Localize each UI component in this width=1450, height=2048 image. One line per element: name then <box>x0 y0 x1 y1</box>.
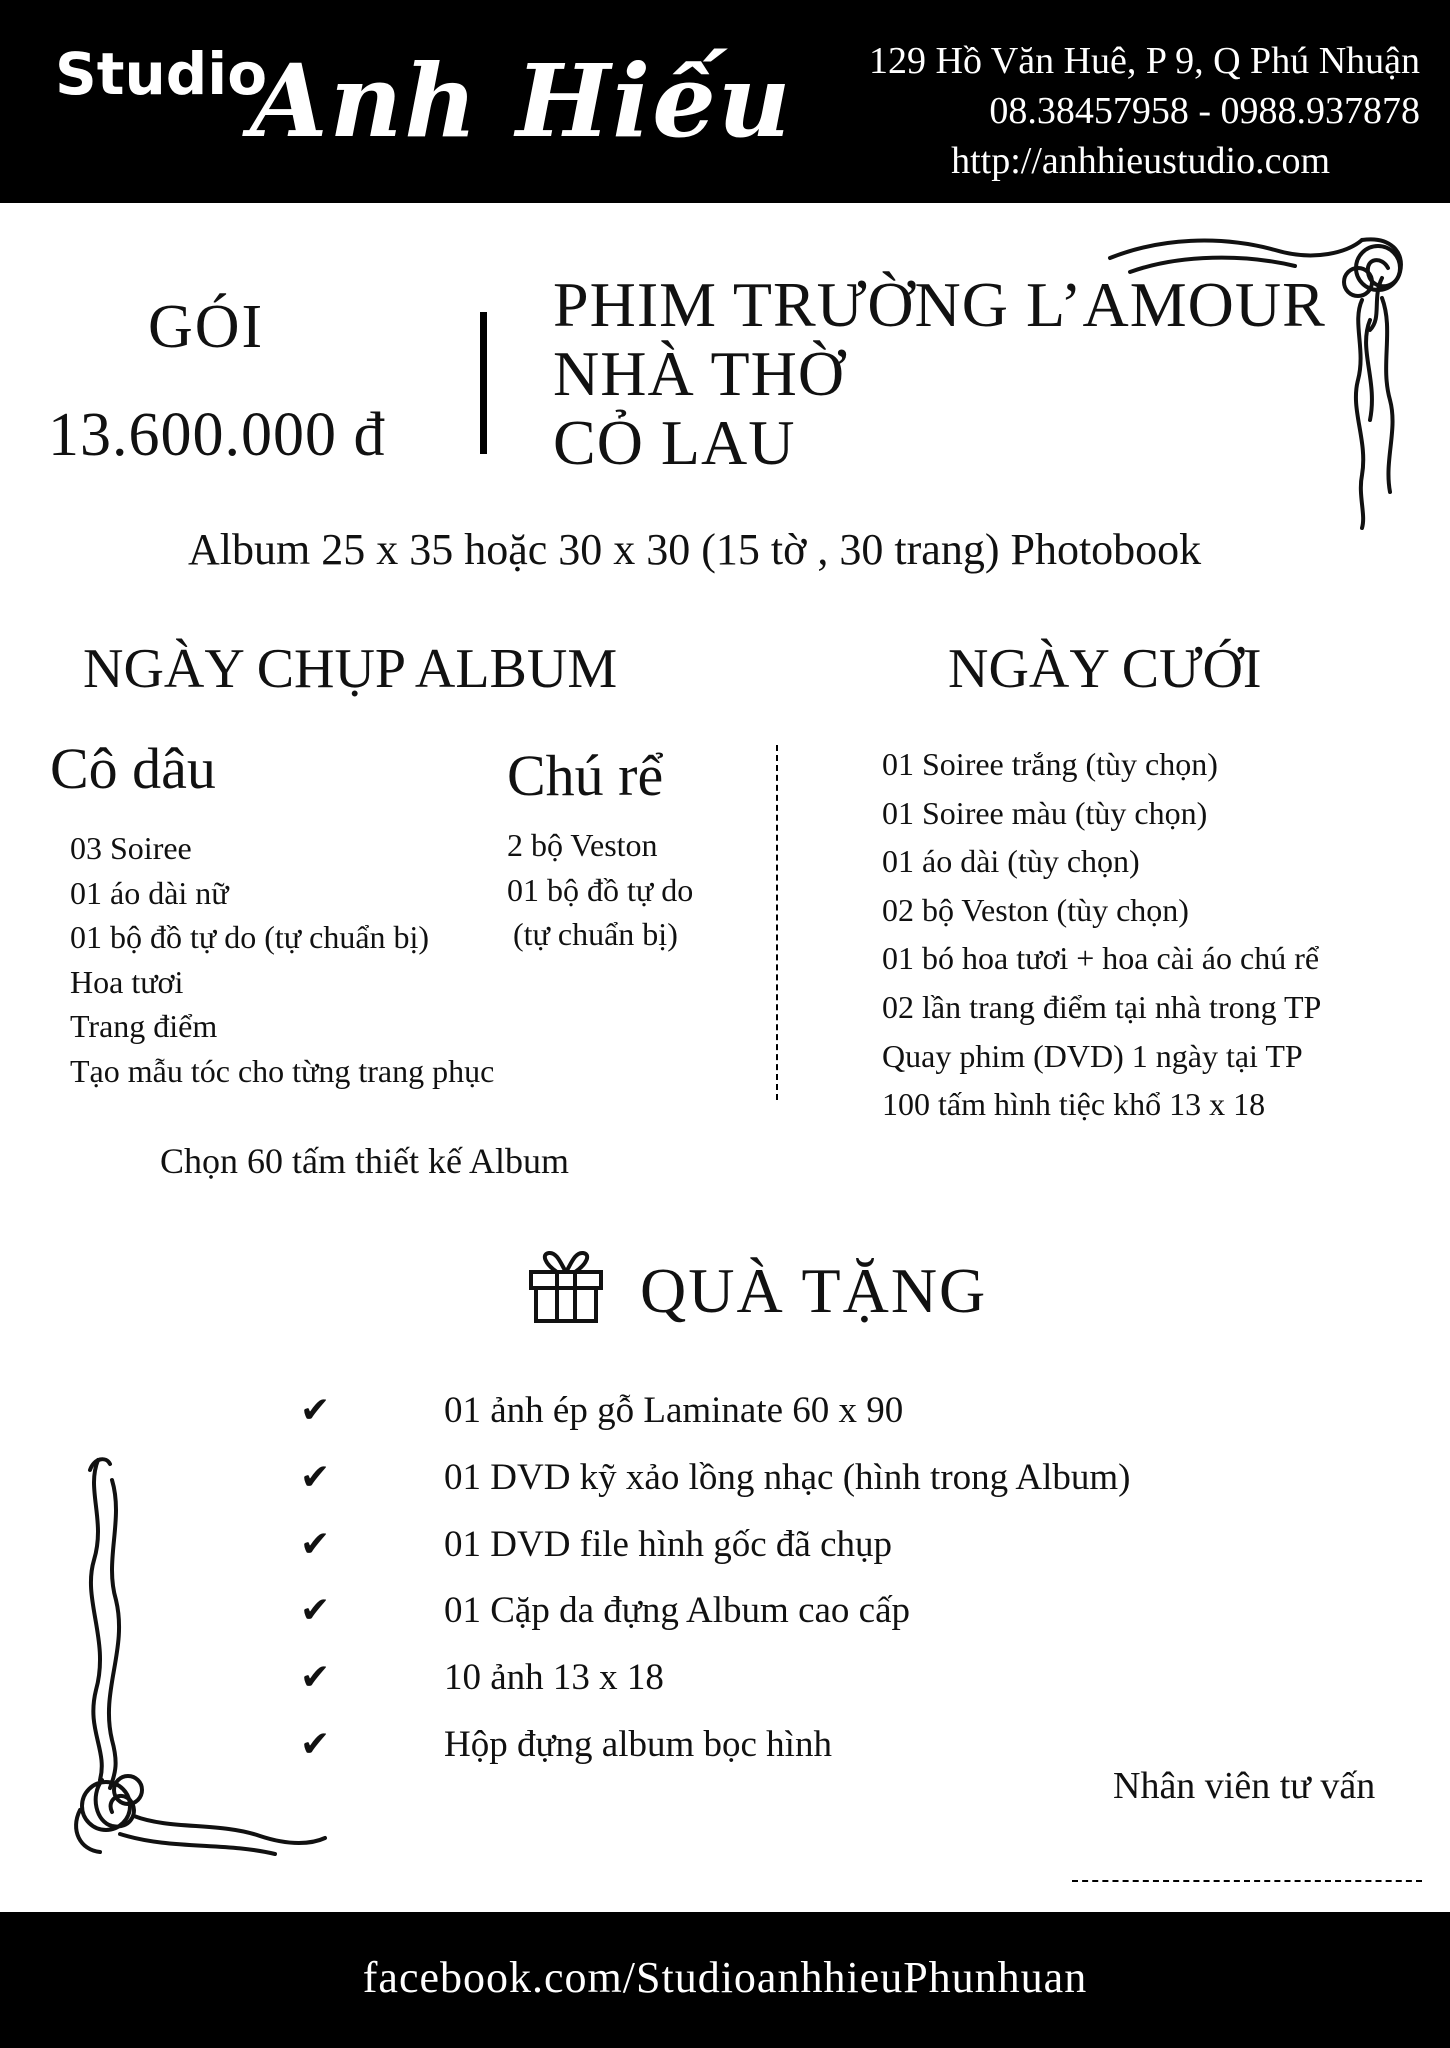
list-item: 01 bộ đồ tự do <box>507 871 694 908</box>
gift-item-text: 01 DVD file hình gốc đã chụp <box>444 1523 893 1565</box>
location-item: CỎ LAU <box>553 407 796 478</box>
brand-studio-word: Studio <box>55 40 268 108</box>
phone-text: 08.38457958 - 0988.937878 <box>989 90 1420 132</box>
package-divider <box>480 312 487 454</box>
bride-heading: Cô dâu <box>50 736 216 801</box>
column-divider <box>776 745 778 1100</box>
gift-item-text: Hộp đựng album bọc hình <box>444 1723 832 1765</box>
shoot-day-heading: NGÀY CHỤP ALBUM <box>83 638 618 700</box>
list-item: 01 bộ đồ tự do (tự chuẩn bị) <box>70 919 430 955</box>
check-icon: ✔ <box>300 1723 331 1765</box>
gift-item-text: 10 ảnh 13 x 18 <box>444 1657 664 1699</box>
gift-item-text: 01 Cặp da đựng Album cao cấp <box>444 1590 911 1632</box>
signature-line <box>1072 1880 1422 1882</box>
list-item: 01 bó hoa tươi + hoa cài áo chú rể <box>882 940 1320 977</box>
album-spec: Album 25 x 35 hoặc 30 x 30 (15 tờ , 30 trang) Photobook <box>188 525 1202 574</box>
list-item: 01 áo dài nữ <box>70 874 229 911</box>
gift-item-text: 01 DVD kỹ xảo lồng nhạc (hình trong Album) <box>444 1456 1131 1498</box>
contact-block <box>800 36 1420 186</box>
list-item: Hoa tươi <box>70 963 184 1000</box>
location-item: PHIM TRƯỜNG L’AMOUR <box>553 269 1326 340</box>
gift-item-text: 01 ảnh ép gỗ Laminate 60 x 90 <box>444 1390 904 1431</box>
corner-ornament-bottom-left <box>50 1450 330 1870</box>
website-text: http://anhhieustudio.com <box>951 140 1330 182</box>
list-item: 2 bộ Veston <box>507 827 658 863</box>
wedding-item-list <box>882 740 1321 1129</box>
list-item: Tạo mẫu tóc cho từng trang phục <box>70 1052 495 1089</box>
package-price: 13.600.000 đ <box>48 401 386 469</box>
list-item: Trang điểm <box>70 1008 218 1044</box>
gifts-heading: QUÀ TẶNG <box>640 1255 988 1326</box>
wedding-day-heading: NGÀY CƯỚI <box>948 638 1262 700</box>
list-item: 01 áo dài (tùy chọn) <box>882 843 1140 880</box>
gift-box-icon <box>527 1250 605 1324</box>
list-item: 01 Soiree màu (tùy chọn) <box>882 794 1208 831</box>
list-item: 01 Soiree trắng (tùy chọn) <box>882 746 1218 782</box>
groom-heading: Chú rể <box>507 743 664 808</box>
list-item: 02 lần trang điểm tại nhà trong TP <box>882 988 1322 1025</box>
consultant-label: Nhân viên tư vấn <box>1113 1765 1376 1807</box>
list-item: 100 tấm hình tiệc khổ 13 x 18 <box>882 1086 1266 1123</box>
album-selection-note: Chọn 60 tấm thiết kế Album <box>160 1141 569 1181</box>
location-item: NHÀ THỜ <box>553 338 846 409</box>
brand-script-name: Anh Hiếu <box>250 42 793 160</box>
package-label: GÓI <box>148 293 265 361</box>
list-item: 02 bộ Veston (tùy chọn) <box>882 891 1189 928</box>
list-item: Quay phim (DVD) 1 ngày tại TP <box>882 1037 1303 1074</box>
groom-item-list <box>507 823 693 957</box>
check-icon: ✔ <box>300 1523 331 1565</box>
check-icon: ✔ <box>300 1456 331 1498</box>
facebook-link[interactable]: facebook.com/StudioanhhieuPhunhuan <box>362 1953 1088 2002</box>
location-list <box>553 270 1326 477</box>
list-item: 03 Soiree <box>70 830 192 866</box>
check-icon: ✔ <box>300 1657 331 1699</box>
bride-item-list <box>70 826 494 1093</box>
check-icon: ✔ <box>300 1590 331 1632</box>
address-text: 129 Hồ Văn Huê, P 9, Q Phú Nhuận <box>869 40 1420 82</box>
check-icon: ✔ <box>300 1390 331 1431</box>
list-item: (tự chuẩn bị) <box>513 916 678 952</box>
